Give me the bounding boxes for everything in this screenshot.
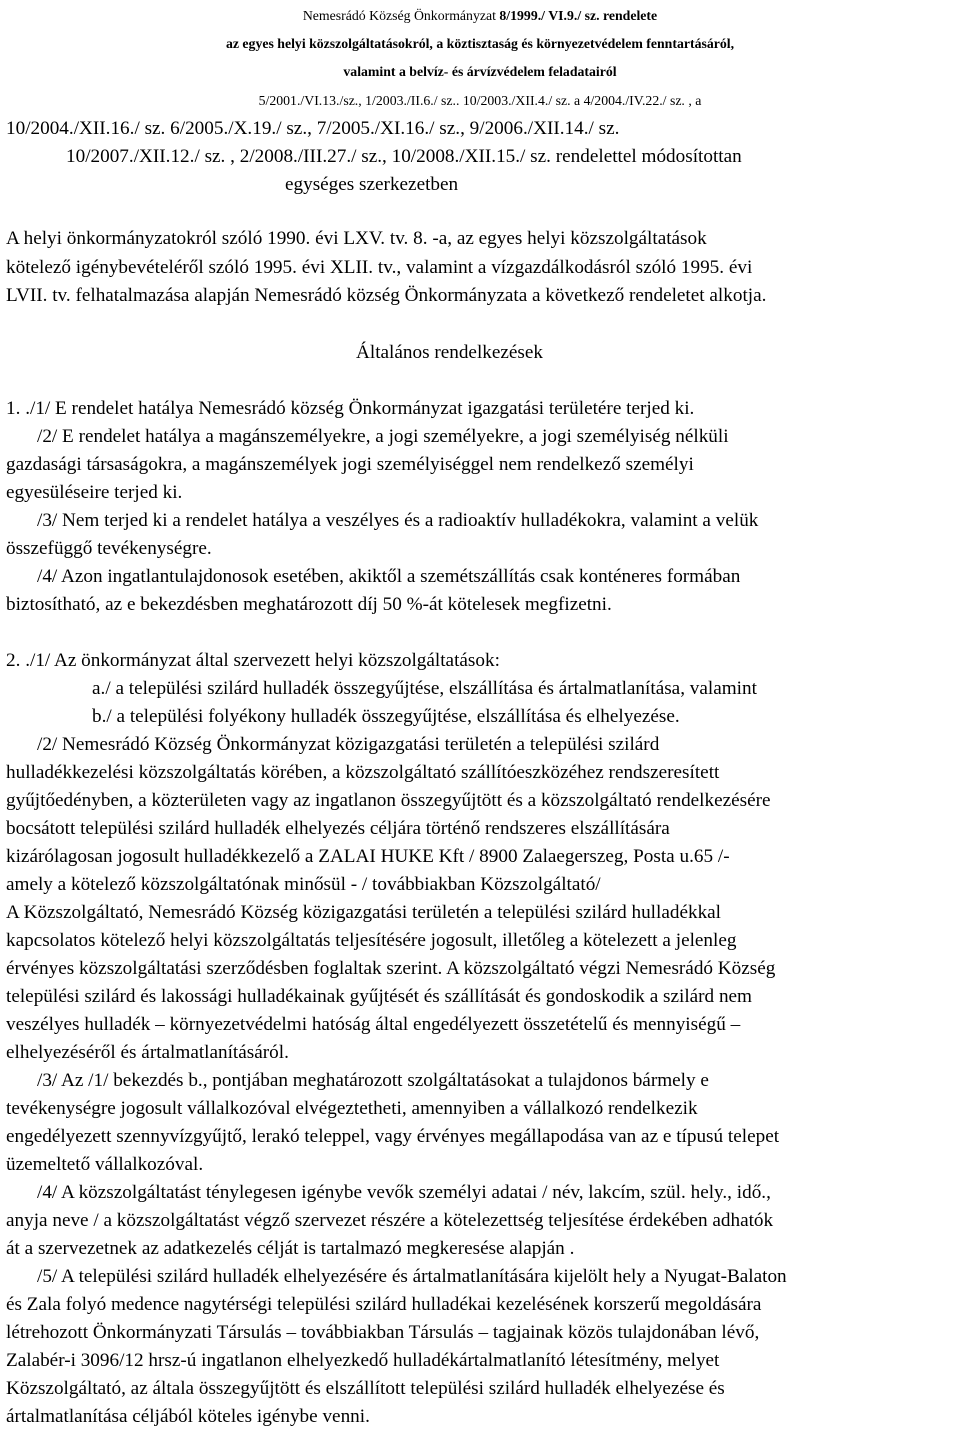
para2-line-12: érvényes közszolgáltatási szerződésben foglaltak szerint. A közszolgáltató végzi Nemesrádó Község [6, 958, 776, 979]
title-subject-line-2 [0, 58, 960, 86]
para2-line-5: hulladékkezelési közszolgáltatás körében, a közszolgáltató szállítóeszközéhez rendszeresített [6, 762, 720, 783]
para1-line-6: összefüggő tevékenységre. [6, 538, 212, 559]
para2-line-4: /2/ Nemesrádó Község Önkormányzat közigazgatási területén a települési szilárd [37, 734, 660, 755]
para1-line-1: 1. ./1/ E rendelet hatálya Nemesrádó község Önkormányzat igazgatási területére terjed ki. [6, 398, 695, 419]
para2-line-22: át a szervezetnek az adatkezelés célját is tartalmazó megkeresése alapján . [6, 1238, 575, 1259]
para2-line-24: és Zala folyó medence nagytérségi települési szilárd hulladékai kezelésének korszerű megoldására [6, 1294, 762, 1315]
para2-line-25: létrehozott Önkormányzati Társulás – továbbiakban Társulás – tagjainak közös tulajdonában lévő, [6, 1322, 760, 1343]
para2-line-9: amely a kötelező közszolgáltatónak minősül - / továbbiakban Közszolgáltató/ [6, 874, 601, 895]
section-title: Általános rendelkezések [356, 342, 543, 363]
para2-line-17: tevékenységre jogosult vállalkozóval elvégeztetheti, amennyiben a vállalkozó rendelkezik [6, 1098, 698, 1119]
para2-line-21: anyja neve / a közszolgáltatást végző szervezet részére a kötelezettség teljesítése érdekében adhatók [6, 1210, 774, 1231]
para2-line-28: ártalmatlanítása céljából köteles igénybe venni. [6, 1406, 370, 1427]
amendment-line-2: 10/2004./XII.16./ sz. 6/2005./X.19./ sz., 7/2005./XI.16./ sz., 9/2006./XII.14./ sz. [6, 118, 620, 139]
para2-line-16: /3/ Az /1/ bekezdés b., pontjában meghatározott szolgáltatásokat a tulajdonos bármely e [37, 1070, 709, 1091]
para2-line-14: veszélyes hulladék – környezetvédelmi hatóság által engedélyezett összetételű és mennyiségű – [6, 1014, 741, 1035]
title-subject-text-1: az egyes helyi közszolgáltatásokról, a köztisztaság és környezetvédelem fenntartásáról, [225, 36, 735, 51]
page-title [0, 2, 960, 30]
para2-line-23: /5/ A települési szilárd hulladék elhelyezésére és ártalmatlanítására kijelölt hely a Nyugat-Balaton [37, 1266, 787, 1287]
para2-item-b: b./ a települési folyékony hulladék összegyűjtése, elszállítása és elhelyezése. [92, 706, 680, 727]
para2-line-8: kizárólagosan jogosult hulladékkezelő a ZALAI HUKE Kft / 8900 Zalaegerszeg, Posta u.65 /- [6, 846, 730, 867]
para2-line-20: /4/ A közszolgáltatást ténylegesen igénybe vevők személyi adatai / név, lakcím, szül. hely., idő., [37, 1182, 771, 1203]
para2-line-6: gyűjtőedényben, a közterületen vagy az ingatlanon összegyűjtött és a közszolgáltató rendelkezésére [6, 790, 771, 811]
title-subject-line-1 [0, 30, 960, 58]
para2-line-10: A Közszolgáltató, Nemesrádó Község közigazgatási területén a települési szilárd hulladékkal [6, 902, 722, 923]
para2-line-27: Közszolgáltató, az általa összegyűjtött és elszállított települési szilárd hulladék elhelyezése és [6, 1378, 725, 1399]
para2-line-11: kapcsolatos kötelező helyi közszolgáltatás teljesítésére jogosult, illetőleg a kötelezett a jelenleg [6, 930, 737, 951]
para2-line-26: Zalabér-i 3096/12 hrsz-ú ingatlanon elhelyezkedő hulladékártalmatlanító létesítmény, melyet [6, 1350, 720, 1371]
para2-line-18: engedélyezett szennyvízgyűjtő, lerakó teleppel, vagy érvényes megállapodása van az e típusú telepet [6, 1126, 780, 1147]
amendment-line-4: egységes szerkezetben [285, 174, 459, 195]
amendment-line-1: 5/2001./VI.13./sz., 1/2003./II.6./ sz.. 10/2003./XII.4./ sz. a 4/2004./IV.22./ sz. , a [258, 93, 702, 108]
para1-line-8: biztosítható, az e bekezdésben meghatározott díj 50 %-át kötelesek megfizetni. [6, 594, 612, 615]
title-prefix: Nemesrádó Község Önkormányzat [302, 8, 500, 23]
para1-line-5: /3/ Nem terjed ki a rendelet hatálya a veszélyes és a radioaktív hulladékokra, valamint a velük [37, 510, 759, 531]
para2-line-15: elhelyezéséről és ártalmatlanításáról. [6, 1042, 289, 1063]
para1-line-3: gazdasági társaságokra, a magánszemélyek jogi személyiséggel nem rendelkező személyi [6, 454, 694, 475]
title-subject-text-2: valamint a belvíz- és árvízvédelem feladatairól [343, 64, 617, 79]
title-decree-number: 8/1999./ VI.9./ sz. rendelete [499, 8, 658, 23]
preamble-line-3: LVII. tv. felhatalmazása alapján Nemesrádó község Önkormányzata a következő rendeletet alkotja. [6, 285, 767, 306]
para2-item-a: a./ a települési szilárd hulladék összegyűjtése, elszállítása és ártalmatlanítása, valamint [92, 678, 757, 699]
para2-line-13: települési szilárd és lakossági hulladékainak gyűjtését és szállítását és gondoskodik a szilárd nem [6, 986, 752, 1007]
para1-line-4: egyesüléseire terjed ki. [6, 482, 183, 503]
amendment-line-3: 10/2007./XII.12./ sz. , 2/2008./III.27./ sz., 10/2008./XII.15./ sz. rendelettel módosítottan [66, 146, 742, 167]
preamble-line-1: A helyi önkormányzatokról szóló 1990. évi LXV. tv. 8. -a, az egyes helyi közszolgáltatások [6, 228, 707, 249]
para2-line-19: üzemeltető vállalkozóval. [6, 1154, 204, 1175]
para1-line-2: /2/ E rendelet hatálya a magánszemélyekre, a jogi személyekre, a jogi személyiség nélküli [37, 426, 729, 447]
para2-line-7: bocsátott települési szilárd hulladék elhelyezés céljára történő rendszeres elszállítására [6, 818, 670, 839]
preamble-line-2: kötelező igénybevételéről szóló 1995. évi XLII. tv., valamint a vízgazdálkodásról szóló 1995. évi [6, 257, 753, 278]
para2-line-1: 2. ./1/ Az önkormányzat által szervezett helyi közszolgáltatások: [6, 650, 500, 671]
para1-line-7: /4/ Azon ingatlantulajdonosok esetében, akiktől a szemétszállítás csak konténeres formában [37, 566, 741, 587]
